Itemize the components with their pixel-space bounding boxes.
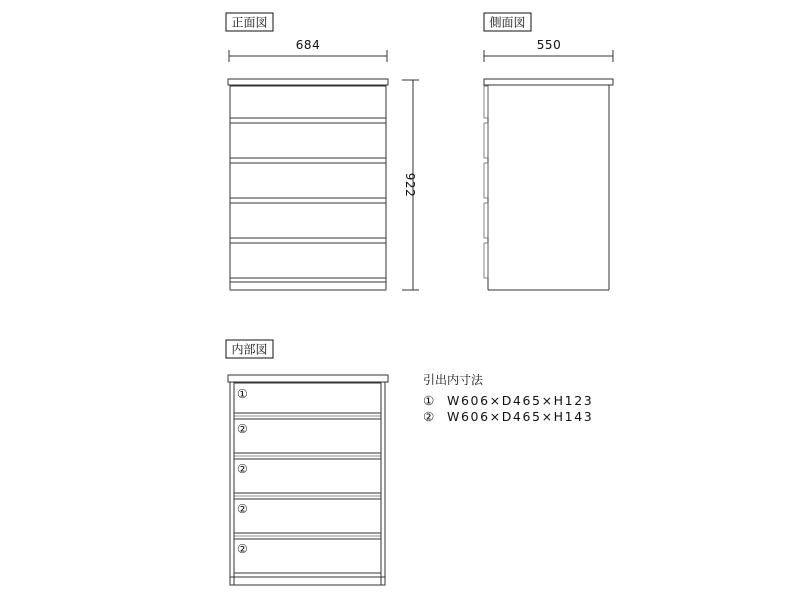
interior-drawer-3: [234, 459, 381, 493]
interior-drawer-2: [234, 419, 381, 453]
depth-dimension-value: 550: [536, 38, 562, 52]
side-drawer-profile-1: [484, 86, 488, 118]
side-drawer-profile-5: [484, 243, 488, 278]
drawer-spec-text: W606×D465×H143: [447, 409, 594, 424]
drawer-spec-marker: ①: [423, 393, 436, 408]
interior-top-board: [228, 375, 388, 382]
front-drawer-4: [230, 203, 386, 238]
front-view-label: 正面図: [231, 15, 268, 30]
side-drawer-profile-3: [484, 163, 488, 198]
side-view: [484, 13, 613, 290]
front-view: [226, 13, 419, 290]
front-drawer-2: [230, 123, 386, 158]
drawer-spec-title: 引出内寸法: [423, 373, 484, 387]
interior-view: [226, 340, 388, 585]
interior-drawer-marker: ②: [237, 542, 248, 556]
drawer-spec-marker: ②: [423, 409, 436, 424]
interior-drawer-4: [234, 499, 381, 533]
interior-drawer-marker: ②: [237, 502, 248, 516]
front-drawer-3: [230, 163, 386, 198]
interior-left-panel: [230, 382, 234, 585]
front-top-board: [228, 79, 388, 85]
interior-drawer-marker: ②: [237, 462, 248, 476]
height-dimension-value: 922: [403, 172, 417, 198]
front-drawer-5: [230, 243, 386, 278]
interior-drawer-5: [234, 539, 381, 573]
side-top-board: [484, 79, 613, 85]
interior-drawer-marker: ②: [237, 422, 248, 436]
width-dimension-value: 684: [295, 38, 321, 52]
side-view-label: 側面図: [489, 15, 526, 30]
interior-drawer-marker: ①: [237, 387, 248, 401]
front-drawer-1: [230, 86, 386, 118]
drawer-spec-text: W606×D465×H123: [447, 393, 594, 408]
side-drawer-profile-4: [484, 203, 488, 238]
interior-drawer-1: [234, 383, 381, 413]
side-drawer-profile-2: [484, 123, 488, 158]
drawer-spec-block: [423, 372, 593, 424]
interior-right-panel: [381, 382, 385, 585]
interior-view-label: 内部図: [231, 342, 268, 357]
